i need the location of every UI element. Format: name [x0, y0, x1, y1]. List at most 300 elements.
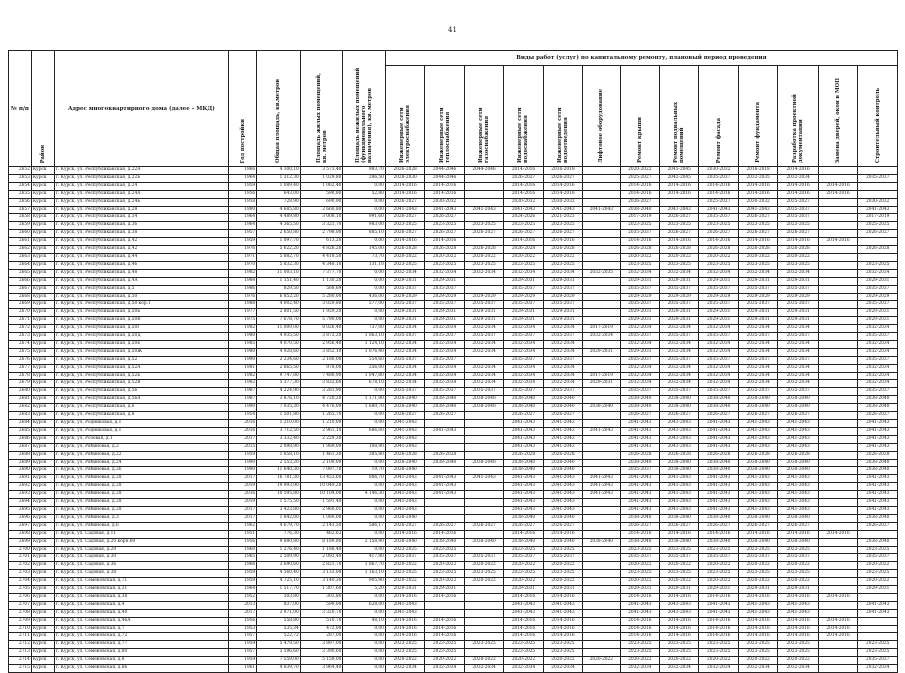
cell-build-year: 1964	[229, 586, 257, 594]
cell-build-year: 2017	[229, 506, 257, 514]
cell-roof-period: 2032-2034	[620, 364, 659, 372]
cell-gas-period: 2023-2025	[464, 570, 503, 578]
cell-address: г. Курск, ул. Рябиновая, д.28	[54, 475, 228, 483]
cell-roof-period: 2032-2034	[620, 380, 659, 388]
cell-water-period: 2035-2037	[504, 301, 543, 309]
cell-water-period: 2014-2016	[504, 238, 543, 246]
cell-area-total: 10 595,80	[257, 491, 301, 499]
cell-electric-period: 2026-2028	[385, 167, 424, 175]
cell-water-period: 2023-2025	[504, 641, 543, 649]
cell-lift-period	[583, 182, 620, 190]
cell-area-nonliving: 1 076,40	[343, 348, 386, 356]
cell-design-period: 2038-2040	[778, 538, 818, 546]
cell-heating-period: 2038-2040	[425, 404, 464, 412]
cell-control-period: 2029-2029	[858, 293, 898, 301]
cell-sewer-period: 2029-2031	[543, 586, 582, 594]
cell-design-period: 2020-2022	[778, 657, 818, 665]
cell-water-period: 2041-2043	[504, 601, 543, 609]
table-row	[9, 285, 898, 293]
cell-sewer-period: 2014-2016	[543, 625, 582, 633]
cell-district: Курск	[31, 238, 54, 246]
cell-build-year: 1957	[229, 649, 257, 657]
cell-area-living: 3 573,40	[300, 167, 343, 175]
cell-row-num: 2708	[9, 609, 32, 617]
cell-facade-period: 2041-2043	[699, 206, 738, 214]
cell-basement-period: 2041-2043	[660, 206, 699, 214]
table-row	[9, 459, 898, 467]
cell-area-total: 1 517,70	[257, 586, 301, 594]
cell-heating-period	[425, 443, 464, 451]
cell-area-nonliving: 0,00	[343, 665, 386, 673]
cell-address: г. Курск, ул. Республиканская, д.38	[54, 230, 228, 238]
cell-address: г. Курск, ул. Республиканская, д.50Г	[54, 325, 228, 333]
cell-facade-period: 2041-2043	[699, 483, 738, 491]
cell-foundation-period: 2014-2016	[738, 238, 777, 246]
cell-lift-period: 2041-2043	[583, 206, 620, 214]
cell-area-living: 7 377,70	[300, 269, 343, 277]
cell-heating-period: 2029-2031	[425, 317, 464, 325]
cell-heating-period: 2020-2022	[425, 578, 464, 586]
cell-district: Курск	[31, 277, 54, 285]
cell-district: Курск	[31, 641, 54, 649]
cell-district: Курск	[31, 348, 54, 356]
cell-doors-period: 2014-2016	[818, 617, 857, 625]
cell-area-total: 3 332,40	[257, 435, 301, 443]
cell-sewer-period: 2014-2016	[543, 190, 582, 198]
cell-control-period: 2038-2040	[858, 514, 898, 522]
cell-design-period: 2023-2025	[778, 222, 818, 230]
cell-electric-period: 2038-2040	[385, 404, 424, 412]
cell-gas-period	[464, 190, 503, 198]
cell-area-living: 287,00	[300, 633, 343, 641]
cell-doors-period: 2014-2016	[818, 625, 857, 633]
cell-doors-period	[818, 214, 857, 222]
cell-control-period: 2029-2031	[858, 586, 898, 594]
cell-sewer-period: 2035-2037	[543, 301, 582, 309]
cell-foundation-period: 2032-2034	[738, 348, 777, 356]
cell-build-year: 2016	[229, 491, 257, 499]
cell-doors-period	[818, 333, 857, 341]
cell-heating-period	[425, 514, 464, 522]
cell-gas-period: 2032-2034	[464, 372, 503, 380]
cell-sewer-period: 2020-2022	[543, 657, 582, 665]
cell-electric-period: 2035-2037	[385, 388, 424, 396]
cell-gas-period	[464, 198, 503, 206]
cell-row-num: 2700	[9, 546, 32, 554]
cell-district: Курск	[31, 475, 54, 483]
cell-roof-period: 2035-2037	[620, 388, 659, 396]
cell-electric-period: 2026-2027	[385, 412, 424, 420]
cell-district: Курск	[31, 633, 54, 641]
cell-lift-period: 2017-2019	[583, 372, 620, 380]
cell-design-period: 2032-2034	[778, 665, 818, 673]
cell-design-period: 2014-2016	[778, 530, 818, 538]
table-row	[9, 301, 898, 309]
cell-district: Курск	[31, 261, 54, 269]
cell-water-period: 2038-2040	[504, 514, 543, 522]
cell-basement-period: 2014-2016	[660, 633, 699, 641]
cell-area-nonliving: 905,90	[343, 578, 386, 586]
cell-district: Курск	[31, 538, 54, 546]
cell-gas-period	[464, 174, 503, 182]
cell-control-period: 2032-2034	[858, 665, 898, 673]
cell-build-year: 1956	[229, 617, 257, 625]
cell-control-period: 2041-2043	[858, 475, 898, 483]
cell-lift-period	[583, 356, 620, 364]
cell-water-period: 2032-2034	[504, 269, 543, 277]
cell-lift-period	[583, 293, 620, 301]
cell-area-nonliving: 0,00	[343, 238, 386, 246]
cell-area-living: 1 989,00	[300, 443, 343, 451]
cell-build-year: 1957	[229, 633, 257, 641]
cell-control-period: 2030-2032	[858, 198, 898, 206]
table-row	[9, 269, 898, 277]
cell-design-period: 2029-2031	[778, 309, 818, 317]
cell-address: г. Курск, ул. Республиканская, д.8	[54, 412, 228, 420]
cell-doors-period	[818, 657, 857, 665]
cell-address: г. Курск, ул. Республиканская, д.46	[54, 261, 228, 269]
cell-design-period: 2035-2037	[778, 285, 818, 293]
cell-sewer-period: 2032-2034	[543, 372, 582, 380]
cell-design-period: 2023-2025	[778, 649, 818, 657]
cell-district: Курск	[31, 309, 54, 317]
cell-foundation-period: 2032-2034	[738, 372, 777, 380]
cell-facade-period: 2038-2040	[699, 459, 738, 467]
table-row	[9, 578, 898, 586]
cell-design-period: 2041-2043	[778, 435, 818, 443]
cell-design-period: 2041-2043	[778, 609, 818, 617]
cell-heating-period: 2041-2043	[425, 427, 464, 435]
cell-facade-period: 2014-2016	[699, 190, 738, 198]
cell-district: Курск	[31, 554, 54, 562]
cell-area-total: 4 679,70	[257, 522, 301, 530]
cell-sewer-period: 2041-2043	[543, 206, 582, 214]
cell-design-period: 2020-2022	[778, 562, 818, 570]
cell-foundation-period: 2014-2016	[738, 530, 777, 538]
table-row	[9, 641, 898, 649]
cell-foundation-period: 2026-2028	[738, 246, 777, 254]
cell-foundation-period: 2041-2043	[738, 483, 777, 491]
cell-gas-period	[464, 593, 503, 601]
cell-address: г. Курск, ул. Республиканская, д.52В	[54, 380, 228, 388]
cell-control-period: 2032-2034	[858, 380, 898, 388]
cell-build-year: 1960	[229, 546, 257, 554]
cell-heating-period: 2020-2022	[425, 657, 464, 665]
cell-sewer-period: 2041-2043	[543, 491, 582, 499]
cell-area-nonliving: 0,00	[343, 206, 386, 214]
cell-row-num: 2658	[9, 214, 32, 222]
table-row	[9, 190, 898, 198]
cell-district: Курск	[31, 340, 54, 348]
cell-water-period: 2032-2034	[504, 372, 543, 380]
cell-doors-period	[818, 317, 857, 325]
cell-build-year: 1975	[229, 317, 257, 325]
cell-build-year: 1977	[229, 309, 257, 317]
cell-foundation-period: 2029-2031	[738, 277, 777, 285]
cell-water-period: 2014-2016	[504, 633, 543, 641]
cell-row-num: 2664	[9, 261, 32, 269]
cell-facade-period: 2029-2031	[699, 586, 738, 594]
cell-roof-period: 2026-2028	[620, 451, 659, 459]
cell-area-living: 472,00	[300, 625, 343, 633]
cell-foundation-period: 2023-2025	[738, 570, 777, 578]
cell-gas-period: 2020-2022	[464, 578, 503, 586]
cell-control-period: 2041-2043	[858, 443, 898, 451]
cell-lift-period: 2041-2043	[583, 475, 620, 483]
cell-control-period: 2020-2022	[858, 578, 898, 586]
cell-lift-period	[583, 214, 620, 222]
cell-basement-period: 2029-2031	[660, 277, 699, 285]
cell-district: Курск	[31, 404, 54, 412]
cell-roof-period: 2029-2031	[620, 348, 659, 356]
cell-lift-period	[583, 609, 620, 617]
cell-area-nonliving: 4 146,30	[343, 491, 386, 499]
cell-area-living: 303,80	[300, 593, 343, 601]
cell-sewer-period: 2032-2034	[543, 364, 582, 372]
cell-water-period: 2035-2037	[504, 554, 543, 562]
cell-row-num: 2652	[9, 167, 32, 175]
cell-facade-period: 2038-2040	[699, 396, 738, 404]
cell-roof-period: 2038-2040	[620, 404, 659, 412]
cell-area-living: 613,20	[300, 238, 343, 246]
cell-doors-period	[818, 174, 857, 182]
cell-electric-period: 2035-2037	[385, 285, 424, 293]
cell-area-nonliving: 1 171,90	[343, 396, 386, 404]
cell-address: г. Курск, ул. Республиканская, д.50	[54, 293, 228, 301]
cell-design-period: 2026-2028	[778, 246, 818, 254]
cell-build-year: 1959	[229, 182, 257, 190]
cell-basement-period: 2014-2016	[660, 593, 699, 601]
cell-heating-period	[425, 467, 464, 475]
cell-heating-period: 2014-2016	[425, 182, 464, 190]
cell-water-period: 2032-2034	[504, 348, 543, 356]
cell-row-num: 2712	[9, 641, 32, 649]
cell-control-period: 2032-2034	[858, 340, 898, 348]
cell-control-period: 2029-2031	[858, 317, 898, 325]
cell-roof-period: 2023-2025	[620, 546, 659, 554]
cell-area-living: 5 159,00	[300, 657, 343, 665]
cell-row-num: 2702	[9, 562, 32, 570]
cell-sewer-period: 2014-2016	[543, 530, 582, 538]
table-row	[9, 340, 898, 348]
cell-doors-period	[818, 578, 857, 586]
cell-control-period: 2038-2040	[858, 467, 898, 475]
cell-basement-period: 2032-2034	[660, 340, 699, 348]
cell-lift-period	[583, 570, 620, 578]
cell-basement-period: 2038-2040	[660, 467, 699, 475]
cell-heating-period: 2029-2031	[425, 586, 464, 594]
cell-facade-period: 2041-2043	[699, 499, 738, 507]
cell-area-total: 2 509,90	[257, 554, 301, 562]
cell-facade-period: 2041-2043	[699, 420, 738, 428]
cell-lift-period	[583, 412, 620, 420]
cell-build-year: 1982	[229, 269, 257, 277]
cell-build-year: 1959	[229, 578, 257, 586]
cell-basement-period: 2029-2029	[660, 293, 699, 301]
cell-gas-period	[464, 412, 503, 420]
cell-district: Курск	[31, 388, 54, 396]
cell-basement-period: 2041-2043	[660, 427, 699, 435]
cell-sewer-period: 2016-2018	[543, 167, 582, 175]
cell-basement-period: 2035-2037	[660, 554, 699, 562]
cell-facade-period: 2041-2043	[699, 491, 738, 499]
cell-electric-period: 2041-2043	[385, 420, 424, 428]
cell-water-period: 2029-2031	[504, 586, 543, 594]
cell-lift-period	[583, 277, 620, 285]
cell-area-nonliving: 385,80	[343, 451, 386, 459]
cell-design-period: 2041-2043	[778, 506, 818, 514]
cell-area-nonliving: 0,00	[343, 514, 386, 522]
cell-doors-period	[818, 475, 857, 483]
cell-electric-period: 2041-2043	[385, 475, 424, 483]
cell-lift-period	[583, 467, 620, 475]
cell-area-living: 599,00	[300, 601, 343, 609]
cell-roof-period: 2041-2043	[620, 601, 659, 609]
cell-basement-period: 2023-2025	[660, 222, 699, 230]
cell-electric-period: 2029-2031	[385, 277, 424, 285]
cell-roof-period: 2026-2028	[620, 246, 659, 254]
cell-sewer-period: 2026-2027	[543, 522, 582, 530]
table-row	[9, 586, 898, 594]
cell-area-total: 303,80	[257, 593, 301, 601]
cell-roof-period: 2038-2040	[620, 206, 659, 214]
cell-control-period: 2026-2028	[858, 451, 898, 459]
cell-district: Курск	[31, 522, 54, 530]
cell-water-period: 2023-2025	[504, 261, 543, 269]
cell-foundation-period: 2038-2040	[738, 396, 777, 404]
cell-heating-period: 2038-2040	[425, 538, 464, 546]
cell-build-year: 2016	[229, 427, 257, 435]
cell-facade-period: 2038-2040	[699, 514, 738, 522]
cell-area-living: 3 320,70	[300, 609, 343, 617]
table-row	[9, 198, 898, 206]
cell-area-living: 978,00	[300, 364, 343, 372]
cell-control-period: 2035-2037	[858, 388, 898, 396]
cell-roof-period: 2014-2016	[620, 617, 659, 625]
cell-lift-period	[583, 198, 620, 206]
cell-row-num: 2689	[9, 459, 32, 467]
cell-roof-period: 2035-2037	[620, 333, 659, 341]
cell-sewer-period: 2026-2027	[543, 174, 582, 182]
cell-address: г. Курск, ул. Республиканская, д.24Б	[54, 198, 228, 206]
cell-area-nonliving: 19,70	[343, 467, 386, 475]
cell-district: Курск	[31, 443, 54, 451]
cell-lift-period	[583, 459, 620, 467]
cell-district: Курск	[31, 530, 54, 538]
cell-control-period: 2038-2040	[858, 396, 898, 404]
cell-row-num: 2688	[9, 451, 32, 459]
cell-facade-period: 2029-2031	[699, 277, 738, 285]
cell-foundation-period: 2032-2034	[738, 340, 777, 348]
cell-build-year: 2017	[229, 514, 257, 522]
cell-row-num: 2655	[9, 190, 32, 198]
cell-lift-period	[583, 174, 620, 182]
cell-row-num: 2676	[9, 356, 32, 364]
cell-control-period: 2023-2025	[858, 641, 898, 649]
cell-water-period: 2032-2034	[504, 325, 543, 333]
cell-roof-period: 2014-2016	[620, 238, 659, 246]
cell-address: г. Курск, ул. Родниковая, д.1	[54, 427, 228, 435]
cell-address: г. Курск, ул. Республиканская, д.34	[54, 214, 228, 222]
cell-water-period: 2032-2034	[504, 340, 543, 348]
cell-sewer-period: 2035-2037	[543, 285, 582, 293]
cell-address: г. Курск, ул. Республиканская, д.56А	[54, 396, 228, 404]
cell-gas-period	[464, 238, 503, 246]
cell-foundation-period: 2041-2043	[738, 420, 777, 428]
cell-basement-period: 2026-2027	[660, 230, 699, 238]
cell-area-nonliving: 686,00	[343, 427, 386, 435]
cell-basement-period	[660, 198, 699, 206]
cell-foundation-period: 2041-2043	[738, 206, 777, 214]
table-row	[9, 475, 898, 483]
cell-doors-period	[818, 601, 857, 609]
cell-row-num: 2668	[9, 293, 32, 301]
cell-sewer-period: 2023-2025	[543, 570, 582, 578]
cell-foundation-period: 2014-2016	[738, 593, 777, 601]
cell-area-nonliving: 256,00	[343, 364, 386, 372]
cell-area-living: 2 961,10	[300, 427, 343, 435]
cell-heating-period: 2026-2027	[425, 522, 464, 530]
table-row	[9, 657, 898, 665]
cell-area-nonliving: 586,17	[343, 522, 386, 530]
cell-electric-period: 2038-2040	[385, 467, 424, 475]
header-area-nonliving: Площадь нежилых помещений (функционального назначения), кв. метров	[343, 51, 386, 167]
cell-doors-period	[818, 348, 857, 356]
cell-heating-period	[425, 609, 464, 617]
cell-basement-period: 2035-2037	[660, 356, 699, 364]
cell-lift-period	[583, 253, 620, 261]
cell-design-period: 2032-2034	[778, 380, 818, 388]
cell-roof-period: 2020-2022	[620, 167, 659, 175]
cell-heating-period: 2014-2016	[425, 238, 464, 246]
cell-area-total: 3 712,50	[257, 427, 301, 435]
cell-gas-period	[464, 506, 503, 514]
cell-electric-period: 2026-2027	[385, 522, 424, 530]
cell-sewer-period: 2041-2043	[543, 443, 582, 451]
cell-area-total: 1 312,30	[257, 174, 301, 182]
cell-design-period: 2038-2040	[778, 459, 818, 467]
cell-foundation-period: 2032-2034	[738, 380, 777, 388]
cell-area-living: 3 133,00	[300, 570, 343, 578]
cell-sewer-period: 2035-2037	[543, 333, 582, 341]
cell-facade-period: 2020-2022	[699, 578, 738, 586]
cell-doors-period: 2014-2016	[818, 238, 857, 246]
cell-facade-period: 2035-2037	[699, 301, 738, 309]
header-basement: Ремонт подвальных помещений	[660, 66, 699, 167]
table-row	[9, 554, 898, 562]
cell-heating-period: 2032-2034	[425, 380, 464, 388]
cell-lift-period	[583, 601, 620, 609]
cell-area-total: 16 781,30	[257, 475, 301, 483]
cell-basement-period: 2014-2016	[660, 530, 699, 538]
cell-district: Курск	[31, 222, 54, 230]
cell-water-period: 2038-2040	[504, 467, 543, 475]
cell-row-num: 2667	[9, 285, 32, 293]
table-row	[9, 261, 898, 269]
cell-area-living: 8 026,40	[300, 325, 343, 333]
cell-foundation-period: 2014-2016	[738, 182, 777, 190]
table-row	[9, 530, 898, 538]
cell-district: Курск	[31, 206, 54, 214]
cell-basement-period: 2020-2022	[660, 562, 699, 570]
cell-lift-period	[583, 625, 620, 633]
cell-water-period: 2038-2040	[504, 404, 543, 412]
cell-lift-period	[583, 578, 620, 586]
cell-facade-period: 2041-2043	[699, 443, 738, 451]
cell-electric-period: 2026-2027	[385, 230, 424, 238]
cell-area-living: 1 062,40	[300, 182, 343, 190]
cell-roof-period: 2017-2019	[620, 214, 659, 222]
